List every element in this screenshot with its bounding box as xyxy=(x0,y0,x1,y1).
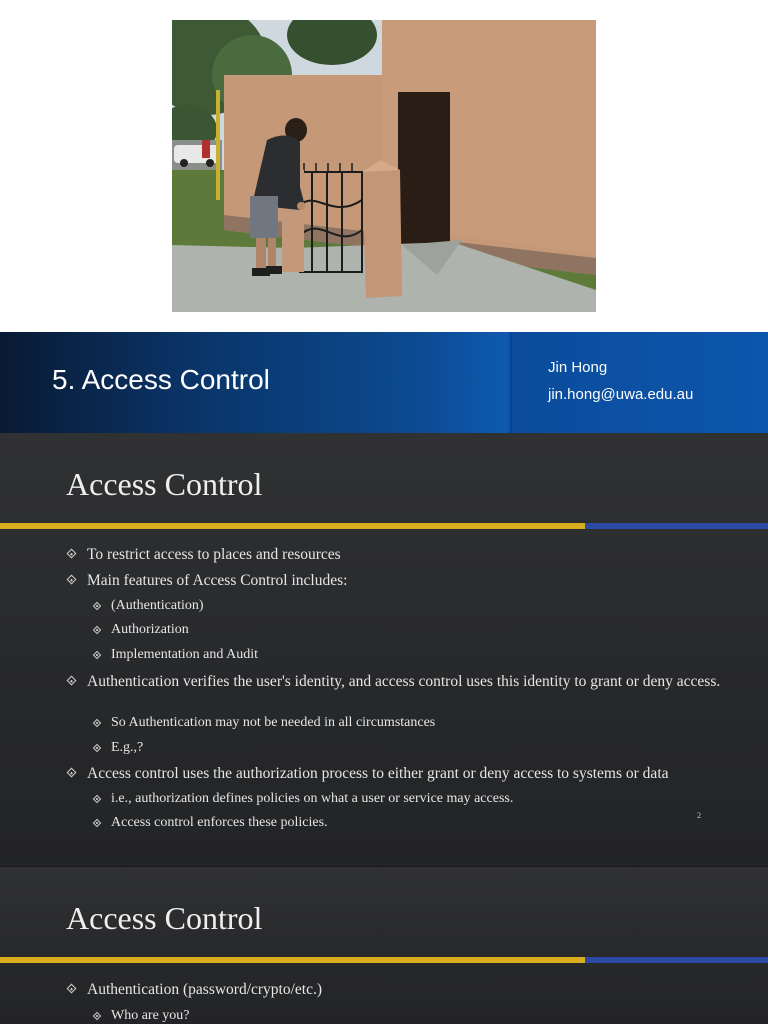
bullet-diamond-icon xyxy=(67,984,77,994)
title-slide xyxy=(0,332,768,433)
accent-bar xyxy=(0,523,768,529)
lecture-title: 5. Access Control xyxy=(52,364,270,395)
slide-access-control-2: Access Control Authentication (password/crypto/etc.) Who are you? xyxy=(0,866,768,1024)
slide-access-control-1: Access Control To restrict access to places and resources Main features of Access Control includes: (Authentication) Authorization Implementation and Audit Authentication verifies the user's identity, and access control uses this identity to grant or deny access. So Authentication may not be needed in all circumstances E.g.,? Access control uses the authorization process to either grant or deny access to systems or data i.e., authorization defines policies on what a user or service may access. Access control enforces these policies. 2 xyxy=(0,433,768,866)
bullet-diamond-icon xyxy=(93,719,101,727)
accent-bar-blue xyxy=(585,523,768,529)
bullet-diamond-icon xyxy=(67,768,77,778)
bullet-diamond-icon xyxy=(93,795,101,803)
bullet-diamond-icon xyxy=(93,819,101,827)
title-divider xyxy=(511,332,512,433)
accent-bar xyxy=(0,957,768,963)
slide-heading: Access Control xyxy=(66,466,263,502)
accent-bar-gold xyxy=(0,523,585,529)
bullet-diamond-icon xyxy=(67,549,77,559)
bullet-diamond-icon xyxy=(93,651,101,659)
gate-photo xyxy=(172,20,596,312)
bullet-diamond-icon xyxy=(93,744,101,752)
author-email: jin.hong@uwa.edu.au xyxy=(548,386,694,403)
page-number: 2 xyxy=(697,811,701,820)
accent-bar-blue xyxy=(585,957,768,963)
author-name: Jin Hong xyxy=(548,359,608,376)
bullet-diamond-icon xyxy=(93,626,101,634)
bullet-diamond-icon xyxy=(67,676,77,686)
accent-bar-gold xyxy=(0,957,585,963)
photo-area xyxy=(0,0,768,332)
bullet-diamond-icon xyxy=(67,575,77,585)
bullet-diamond-icon xyxy=(93,602,101,610)
bullet-diamond-icon xyxy=(93,1012,101,1020)
slide-heading: Access Control xyxy=(66,900,263,936)
